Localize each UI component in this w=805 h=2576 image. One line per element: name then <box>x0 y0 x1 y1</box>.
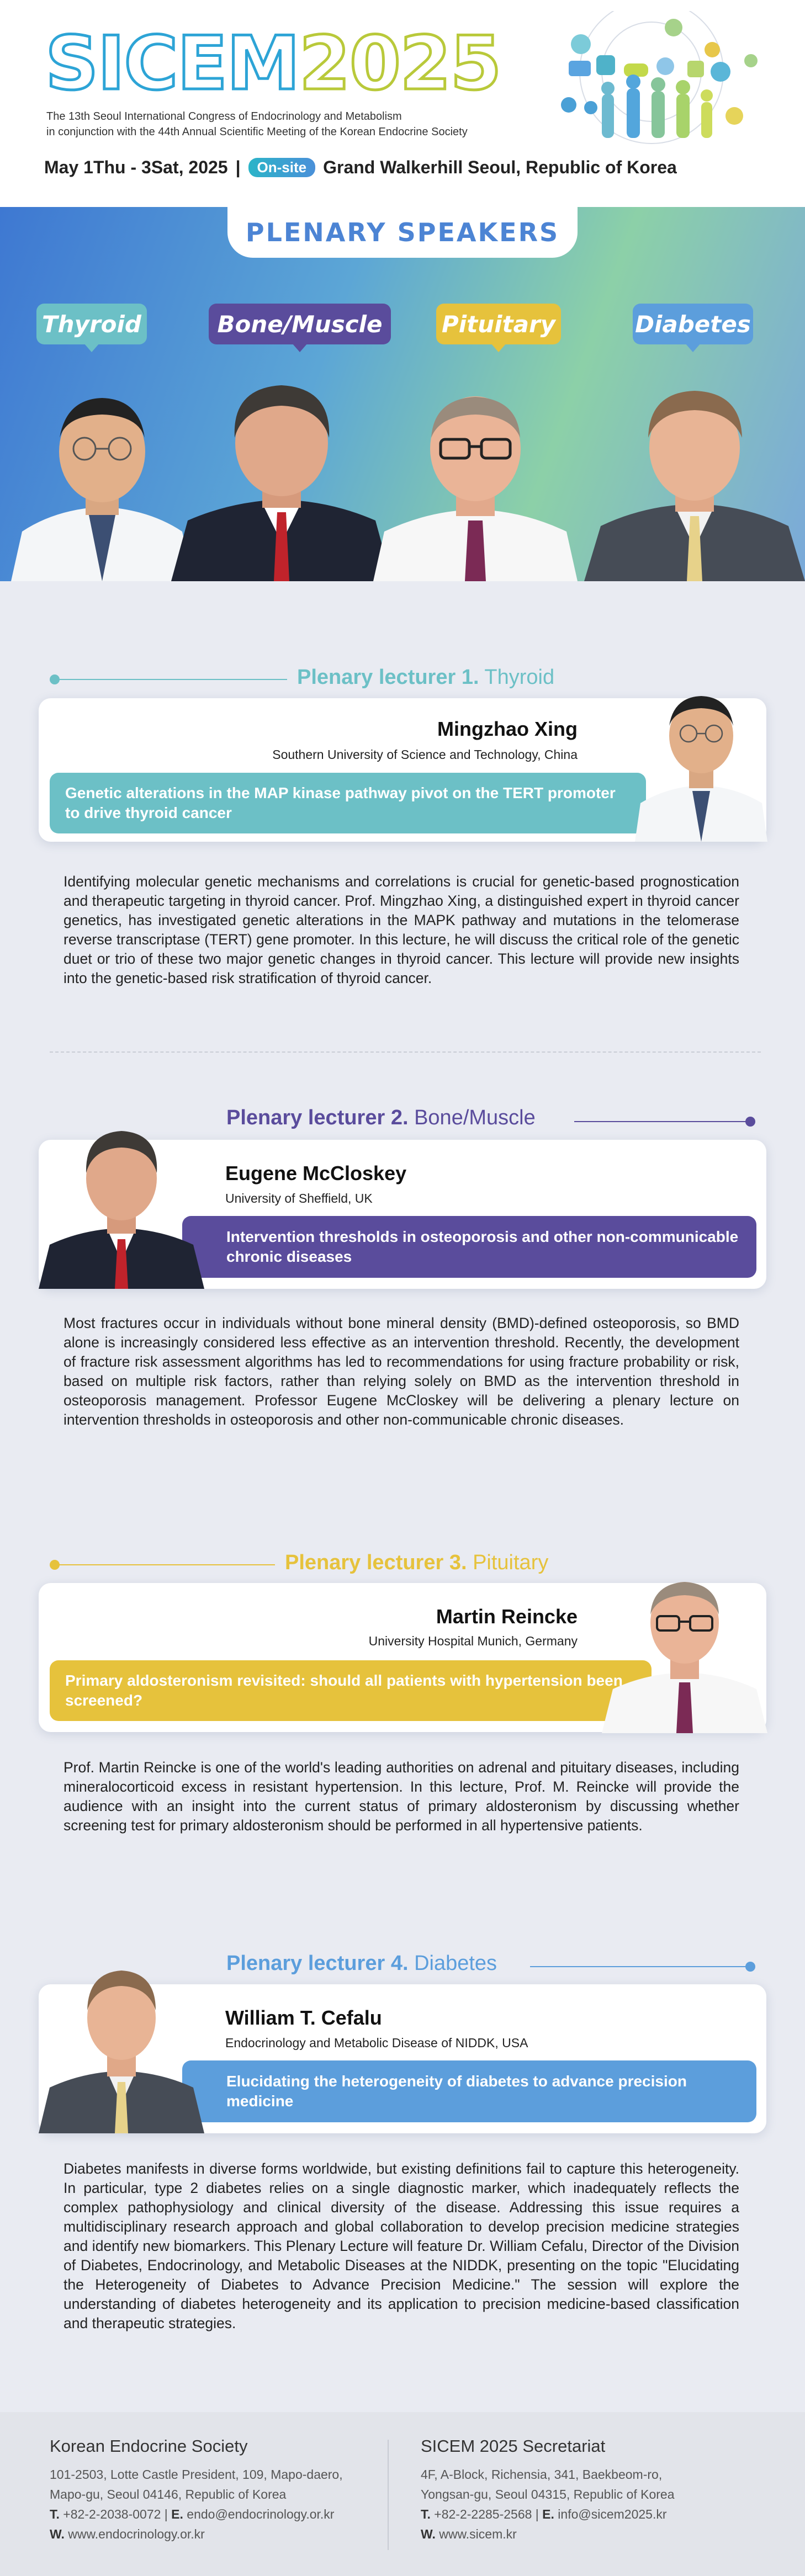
footer-kes-email[interactable]: endo@endocrinology.or.kr <box>187 2507 335 2521</box>
congress-subtitle-2: in conjunction with the 44th Annual Scientific Meeting of the Korean Endocrine Society <box>46 126 468 138</box>
lecturer3-lecture-title: Primary aldosteronism revisited: should all patients with hypertension been screened? <box>50 1660 652 1721</box>
lecturer1-affiliation: Southern University of Science and Technology, China <box>272 747 578 762</box>
health-illustration-icon <box>530 11 773 149</box>
page-header <box>0 0 805 207</box>
divider: | <box>235 157 241 177</box>
plenary-speakers-banner <box>0 207 805 581</box>
lecturer4-affiliation: Endocrinology and Metabolic Disease of NIDDK, USA <box>225 2036 528 2050</box>
tel-label: T. <box>421 2507 431 2521</box>
section3-title <box>285 1551 548 1575</box>
page-footer <box>0 2412 805 2576</box>
section1-topic: Thyroid <box>484 666 555 689</box>
footer-sec-addr2: Yongsan-gu, Seoul 04315, Republic of Korea <box>421 2487 675 2501</box>
venue-text: Grand Walkerhill Seoul, Republic of Korea <box>323 157 677 177</box>
section1-title <box>297 666 554 689</box>
logo-year-text: 2025 <box>299 20 501 107</box>
lecturer2-photo <box>39 1107 204 1289</box>
email-label: E. <box>171 2507 183 2521</box>
portrait-eugene-mccloskey <box>171 355 392 581</box>
footer-kes-web-link[interactable]: www.endocrinology.or.kr <box>68 2527 205 2541</box>
sicem-2025-logo <box>45 20 501 107</box>
portrait-william-cefalu <box>584 360 805 581</box>
footer-sec-contact <box>421 2507 667 2522</box>
lecturer4-description: Diabetes manifests in diverse forms worldwide, but existing definitions fail to capture this heterogeneity. In particular, type 2 diabetes relies on a single diagnostic marker, which inadequately reflects the complex pathophysiology and clinical diversity of the disease. Addressing this issue requires a multidisciplinary research approach and global collaboration to develop precision medicine strategies and identify new biomarkers. This Plenary Lecture will feature Dr. William Cefalu, Director of the Division of Diabetes, Endocrinology, and Metabolic Diseases at the NIDDK, presenting on the topic "Elucidating the Heterogeneity of Diabetes to Advance Precision Medicine." The session will explore the understanding of diabetes heterogeneity and its application to precision medicine-based classification and therapeutic strategies. <box>63 2160 739 2331</box>
section4-title <box>226 1952 497 1975</box>
web-label: W. <box>50 2527 65 2541</box>
lecturer3-description: Prof. Martin Reincke is one of the world's leading authorities on adrenal and pituitary diseases, including mineralocorticoid excess in resistant hypertension. In this lecture, Prof. M. Reincke will provide the audience with an insight into the current status of primary aldosteronism by discussing whether screening test for primary aldosteronism should be performed in all hypertensive patients. <box>63 1759 739 1834</box>
section2-title <box>226 1106 536 1130</box>
tag-bone-muscle: Bone/Muscle <box>209 304 391 344</box>
email-label: E. <box>542 2507 554 2521</box>
congress-subtitle-1: The 13th Seoul International Congress of Endocrinology and Metabolism <box>46 110 402 123</box>
portrait-mingzhao-xing <box>11 360 193 581</box>
section-divider <box>50 1051 761 1053</box>
footer-sec-tel[interactable]: +82-2-2285-2568 <box>434 2507 532 2521</box>
footer-kes-addr2: Mapo-gu, Seoul 04146, Republic of Korea <box>50 2487 287 2501</box>
footer-sec-email[interactable]: info@sicem2025.kr <box>558 2507 667 2521</box>
lecturer2-lecture-title: Intervention thresholds in osteoporosis and other non-communicable chronic diseases <box>182 1216 756 1278</box>
lecturer1-photo <box>635 654 767 842</box>
web-label: W. <box>421 2527 436 2541</box>
footer-sec-web-line <box>421 2527 517 2542</box>
lecturer1-description: Identifying molecular genetic mechanisms and correlations is crucial for genetic-based prognostication and therapeutic targeting in thyroid cancer. Prof. Mingzhao Xing, a distinguished expert in thyroid cancer genetics, has investigated genetic alterations in the MAPK pathway and mutations in the telomerase reverse transcriptase (TERT) gene promoter. In this lecture, he will discuss the critical role of the genetic duet or trio of these two major genetic changes in thyroid cancer. This lecture will provide new insights into the genetic-based risk stratification of thyroid cancer. <box>63 873 739 986</box>
portrait-martin-reincke <box>373 360 578 581</box>
footer-kes-addr1: 101-2503, Lotte Castle President, 109, Mapo-daero, <box>50 2467 343 2482</box>
section2-line <box>574 1121 751 1122</box>
section3-label: Plenary lecturer 3. <box>285 1551 467 1574</box>
footer-kes-title: Korean Endocrine Society <box>50 2436 248 2456</box>
section2-topic: Bone/Muscle <box>414 1106 536 1129</box>
lecturer3-affiliation: University Hospital Munich, Germany <box>368 1634 578 1648</box>
footer-kes-contact <box>50 2507 334 2522</box>
tag-thyroid: Thyroid <box>36 304 147 344</box>
lecturer1-name: Mingzhao Xing <box>437 718 578 740</box>
section4-topic: Diabetes <box>414 1952 497 1975</box>
footer-secretariat-title: SICEM 2025 Secretariat <box>421 2436 606 2456</box>
section4-label: Plenary lecturer 4. <box>226 1952 409 1975</box>
onsite-badge: On-site <box>248 158 316 177</box>
section4-line <box>530 1966 751 1967</box>
footer-sec-addr1: 4F, A-Block, Richensia, 341, Baekbeom-ro, <box>421 2467 663 2482</box>
lecturer4-name: William T. Cefalu <box>225 2006 382 2029</box>
sep: | <box>164 2507 168 2521</box>
lecturer2-description: Most fractures occur in individuals without bone mineral density (BMD)-defined osteoporosis, so BMD alone is increasingly considered less effective as an intervention threshold. Recently, the development of fracture risk assessment algorithms has led to recommendations for using fracture probability or risk, based on multiple risk factors, rather than relying solely on BMD as the intervention threshold in osteoporosis management. Professor Eugene McCloskey will be delivering a plenary lecture on intervention thresholds in osteoporosis and other non-communicable chronic diseases. <box>63 1315 739 1428</box>
date-venue-line <box>44 157 677 178</box>
lecturer2-name: Eugene McCloskey <box>225 1162 407 1185</box>
section1-line <box>55 679 287 680</box>
section3-line <box>55 1564 275 1565</box>
section1-label: Plenary lecturer 1. <box>297 666 479 689</box>
section2-label: Plenary lecturer 2. <box>226 1106 409 1129</box>
tag-pituitary: Pituitary <box>436 304 561 344</box>
sep: | <box>535 2507 539 2521</box>
lecturer4-lecture-title: Elucidating the heterogeneity of diabetes to advance precision medicine <box>182 2060 756 2122</box>
lecturer1-lecture-title: Genetic alterations in the MAP kinase pathway pivot on the TERT promoter to drive thyroid cancer <box>50 773 646 833</box>
plenary-speakers-title: PLENARY SPEAKERS <box>227 207 578 258</box>
tag-diabetes: Diabetes <box>633 304 753 344</box>
footer-sec-web-link[interactable]: www.sicem.kr <box>439 2527 517 2541</box>
section4-dot <box>745 1962 755 1972</box>
footer-kes-web-line <box>50 2527 205 2542</box>
footer-divider <box>388 2440 389 2550</box>
section2-dot <box>745 1117 755 1127</box>
lecturer3-photo <box>602 1551 767 1733</box>
lecturer3-name: Martin Reincke <box>436 1605 578 1628</box>
section3-topic: Pituitary <box>473 1551 549 1574</box>
tel-label: T. <box>50 2507 60 2521</box>
lecturer2-affiliation: University of Sheffield, UK <box>225 1191 373 1205</box>
footer-kes-tel[interactable]: +82-2-2038-0072 <box>63 2507 161 2521</box>
date-text: May 1Thu - 3Sat, 2025 <box>44 157 228 177</box>
lecturer4-photo <box>39 1943 204 2133</box>
logo-sicem-text: SICEM <box>45 20 299 107</box>
